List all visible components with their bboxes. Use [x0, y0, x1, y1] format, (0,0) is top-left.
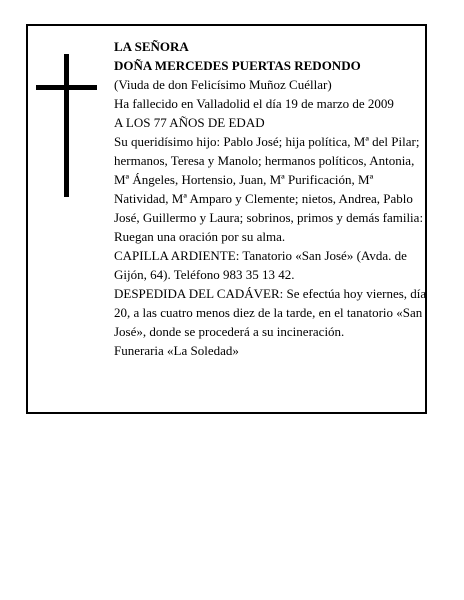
widow-of-line: (Viuda de don Felicísimo Muñoz Cuéllar) [114, 77, 332, 92]
prayer-line: Ruegan una oración por su alma. [114, 229, 286, 244]
obituary-text [114, 37, 428, 360]
cross-horizontal-bar [36, 85, 97, 90]
cross-icon [36, 54, 96, 197]
family-paragraph: Su queridísimo hijo: Pablo José; hija política, Mª del Pilar; hermanos, Teresa y Manolo; hermanos políticos, Antonia, Mª Ángeles, Hortensio, Juan, Mª Purificación, Mª Natividad, Mª Amparo y Clemente; nietos, Andrea, Pablo José, Guillermo y Laura; sobrinos, primos y demás familia: [114, 134, 424, 225]
funeral-home-line: Funeraria «La Soledad» [114, 343, 239, 358]
death-line: Ha fallecido en Valladolid el día 19 de marzo de 2009 [114, 96, 394, 111]
title-line: LA SEÑORA [114, 39, 189, 54]
chapel-paragraph: CAPILLA ARDIENTE: Tanatorio «San José» (Avda. de Gijón, 64). Teléfono 983 35 13 42. [114, 248, 407, 282]
cross-vertical-bar [64, 54, 69, 197]
age-line: A LOS 77 AÑOS DE EDAD [114, 115, 265, 130]
deceased-name: DOÑA MERCEDES PUERTAS REDONDO [114, 58, 361, 73]
farewell-paragraph: DESPEDIDA DEL CADÁVER: Se efectúa hoy viernes, día 20, a las cuatro menos diez de la tarde, en el tanatorio «San José», donde se procederá a su incineración. [114, 286, 427, 339]
